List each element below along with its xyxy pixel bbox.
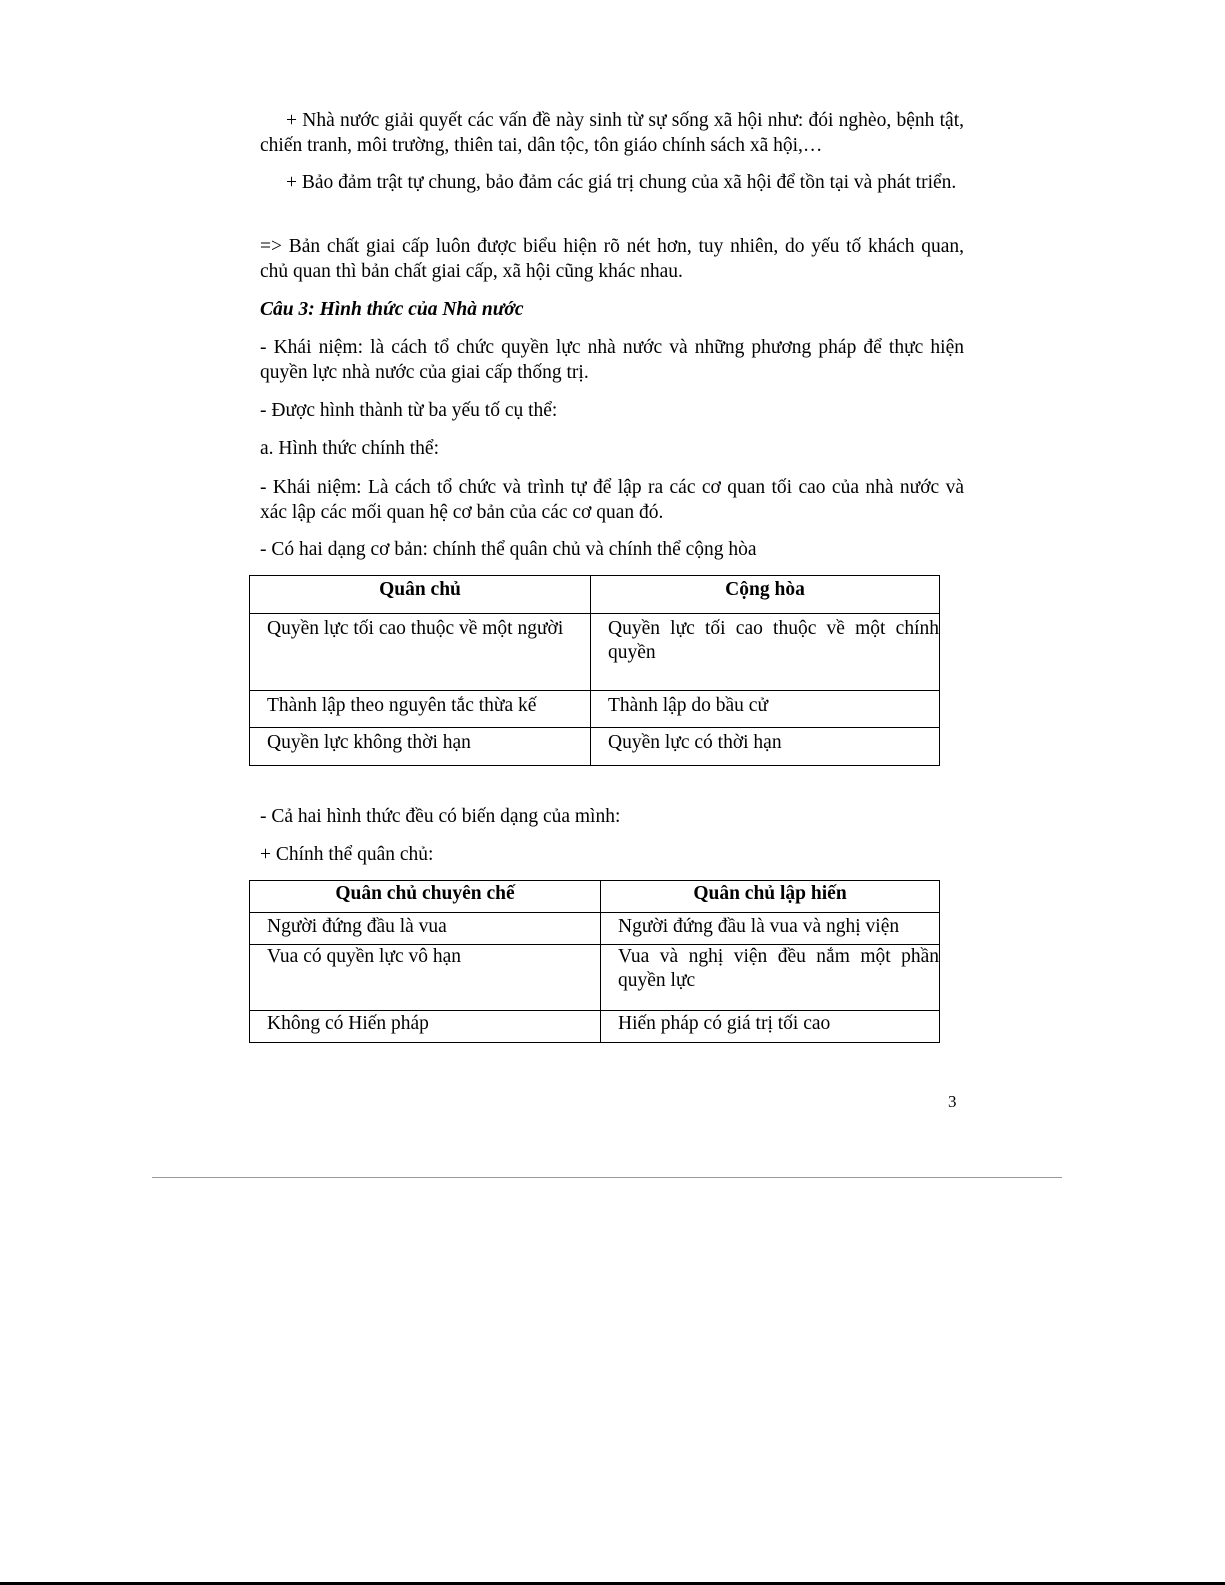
table-cell [250,1011,601,1043]
table-cell [591,728,940,766]
cell-text: Quyền lực không thời hạn [267,732,471,753]
cell-text: Người đứng đầu là vua và nghị viện [618,916,900,937]
table-cell [250,691,591,728]
table-cell [601,945,940,1011]
table-cell [250,945,601,1011]
paragraph: + Nhà nước giải quyết các vấn đề này sinh từ sự sống xã hội như: đói nghèo, bệnh tật, chiến tranh, môi trường, thiên tai, dân tộc, tôn giáo chính sách xã hội,… [260,110,964,156]
table-header: Quân chủ chuyên chế [250,881,601,913]
table-row [250,1011,940,1043]
paragraph: - Có hai dạng cơ bản: chính thể quân chủ và chính thể cộng hòa [260,539,757,560]
page-number: 3 [948,1092,957,1111]
table-row [250,614,940,691]
table-header: Quân chủ lập hiến [601,881,940,913]
section-heading: Câu 3: Hình thức của Nhà nước [260,299,524,320]
table-header: Quân chủ [250,576,591,614]
paragraph: - Cả hai hình thức đều có biến dạng của mình: [260,806,621,827]
paragraph: => Bản chất giai cấp luôn được biểu hiện rõ nét hơn, tuy nhiên, do yếu tố khách quan, chủ quan thì bản chất giai cấp, xã hội cũng khác nhau. [260,236,964,282]
comparison-table-monarchy-republic [249,575,940,766]
cell-text: Vua có quyền lực vô hạn [267,946,462,967]
cell-text: Không có Hiến pháp [267,1013,429,1034]
paragraph: + Bảo đảm trật tự chung, bảo đảm các giá trị chung của xã hội để tồn tại và phát triển. [286,172,957,193]
paragraph: a. Hình thức chính thể: [260,438,439,459]
table-cell [250,913,601,945]
cell-text: Quyền lực có thời hạn [608,732,782,753]
table-cell [601,1011,940,1043]
table-row [250,691,940,728]
paragraph: - Khái niệm: Là cách tổ chức và trình tự để lập ra các cơ quan tối cao của nhà nước và xác lập các mối quan hệ cơ bản của các cơ quan đó. [260,477,964,523]
page-divider [152,1177,1062,1178]
paragraph: - Khái niệm: là cách tổ chức quyền lực nhà nước và những phương pháp để thực hiện quyền lực nhà nước của giai cấp thống trị. [260,337,964,383]
table-row [250,913,940,945]
table-header: Cộng hòa [591,576,940,614]
table-header-row [250,576,940,614]
comparison-table-monarchy-types [249,880,940,1043]
table-header-row [250,881,940,913]
cell-text: Thành lập theo nguyên tắc thừa kế [267,695,537,716]
table-row [250,945,940,1011]
paragraph: + Chính thể quân chủ: [260,844,434,865]
table-cell [250,728,591,766]
cell-text: Thành lập do bầu cử [608,695,769,716]
cell-text: Quyền lực tối cao thuộc về một chính quyền [608,618,939,663]
cell-text: Quyền lực tối cao thuộc về một người [267,618,564,639]
table-cell [601,913,940,945]
table-row [250,728,940,766]
table-cell [250,614,591,691]
table-cell [591,691,940,728]
cell-text: Hiến pháp có giá trị tối cao [618,1013,831,1034]
paragraph: - Được hình thành từ ba yếu tố cụ thể: [260,400,558,421]
cell-text: Vua và nghị viện đều nắm một phần quyền lực [618,946,939,991]
cell-text: Người đứng đầu là vua [267,916,447,937]
table-cell [591,614,940,691]
